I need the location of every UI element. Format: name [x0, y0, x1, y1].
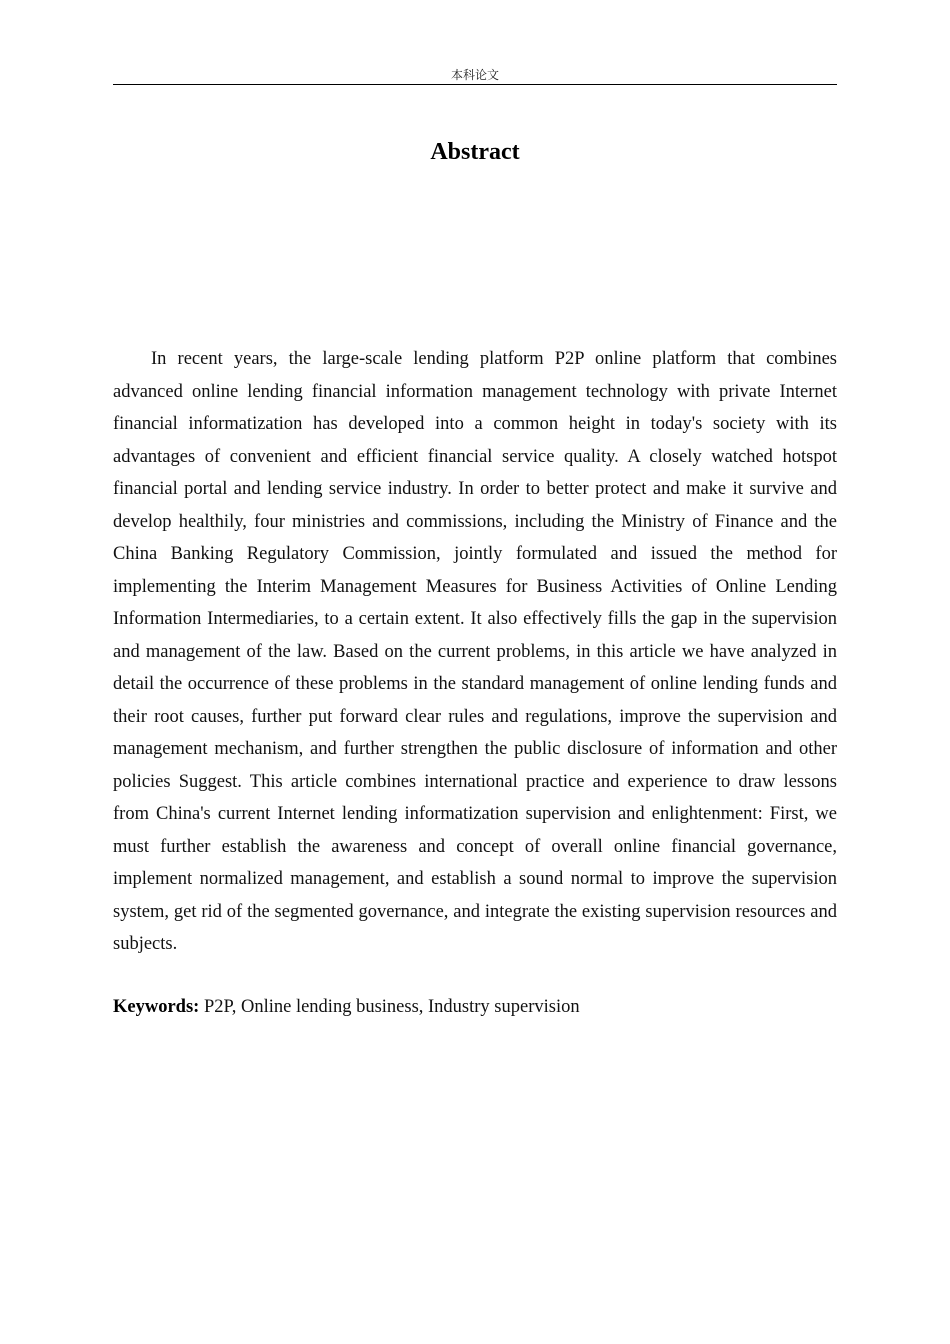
keywords-line: [113, 991, 837, 1023]
page-header: [113, 66, 837, 85]
page-title: Abstract: [430, 139, 520, 165]
keywords-value: P2P, Online lending business, Industry supervision: [203, 997, 580, 1017]
abstract-paragraph: In recent years, the large-scale lending platform P2P online platform that combines advanced online lending financial information management technology with private Internet financial informatization has developed into a common height in today's society with its advantages of convenient and efficient financial service quality. A closely watched hotspot financial portal and lending service industry. In order to better protect and make it survive and develop healthily, four ministries and commissions, including the Ministry of Finance and the China Banking Regulatory Commission, jointly formulated and issued the method for implementing the Interim Management Measures for Business Activities of Online Lending Information Intermediaries, to a certain extent. It also effectively fills the gap in the supervision and management of the law. Based on the current problems, in this article we have analyzed in detail the occurrence of these problems in the standard management of online lending funds and their root causes, further put forward clear rules and regulations, improve the supervision and management mechanism, and further strengthen the public disclosure of information and other policies Suggest. This article combines international practice and experience to draw lessons from China's current Internet lending informatization supervision and enlightenment: First, we must further establish the awareness and concept of overall online financial governance, implement normalized management, and establish a sound normal to improve the supervision system, get rid of the segmented governance, and integrate the existing supervision resources and subjects.: [113, 349, 837, 954]
header-text: 本科论文: [450, 68, 499, 82]
keywords-label: Keywords:: [113, 997, 200, 1017]
